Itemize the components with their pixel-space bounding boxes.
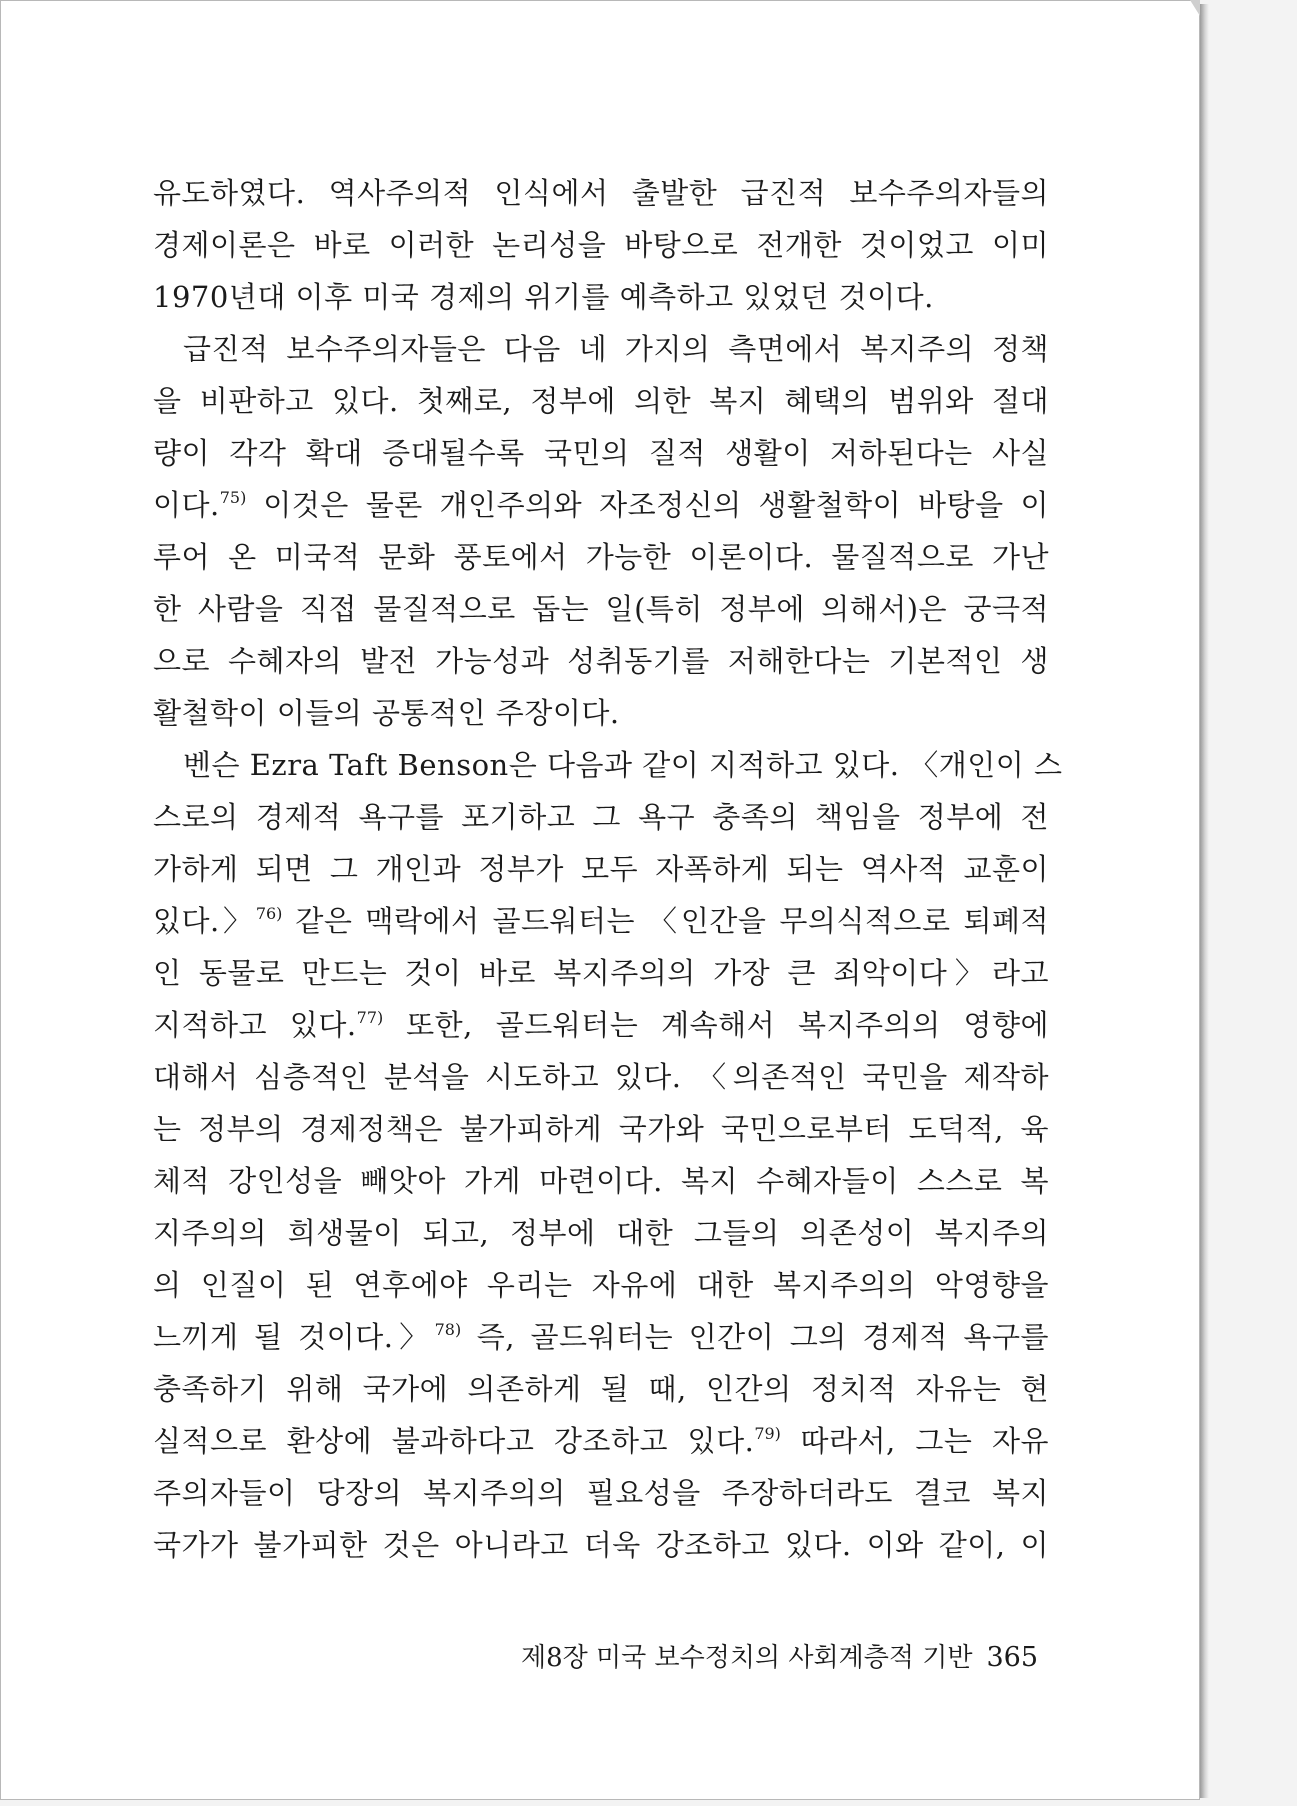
- text-line: 는 정부의 경제정책은 불가피하게 국가와 국민으로부터 도덕적, 육: [153, 1112, 1049, 1146]
- text-line: 벤슨 Ezra Taft Benson은 다음과 같이 지적하고 있다. 〈개인이 스: [183, 748, 1063, 782]
- text-line: 으로 수혜자의 발전 가능성과 성취동기를 저해한다는 기본적인 생: [153, 644, 1049, 678]
- chapter-title: 제8장 미국 보수정치의 사회계층적 기반: [521, 1643, 973, 1673]
- body-text: [153, 167, 1063, 1571]
- text-line: 의 인질이 된 연후에야 우리는 자유에 대한 복지주의의 악영향을: [153, 1268, 1049, 1302]
- text-line: 1970년대 이후 미국 경제의 위기를 예측하고 있었던 것이다.: [153, 280, 934, 314]
- text-line: 충족하기 위해 국가에 의존하게 될 때, 인간의 정치적 자유는 현: [153, 1372, 1049, 1406]
- footnote-ref: 78): [434, 1320, 462, 1339]
- text-line: 주의자들이 당장의 복지주의의 필요성을 주장하더라도 결코 복지: [153, 1476, 1049, 1510]
- text-line: 지적하고 있다.$^{77)}$ 또한, 골드워터는 계속해서 복지주의의 영향에: [153, 1008, 1049, 1042]
- running-footer: [521, 1637, 1039, 1674]
- text-line: 있다.〉$^{76)}$ 같은 맥락에서 골드워터는 〈인간을 무의식적으로 퇴폐적: [153, 904, 1049, 938]
- text-line: 지주의의 희생물이 되고, 정부에 대한 그들의 의존성이 복지주의: [153, 1216, 1049, 1250]
- text-line: 느끼게 될 것이다.〉$^{78)}$ 즉, 골드워터는 인간이 그의 경제적 욕구를: [153, 1320, 1049, 1354]
- page-number: 365: [986, 1642, 1039, 1673]
- text-line: 을 비판하고 있다. 첫째로, 정부에 의한 복지 혜택의 범위와 절대: [153, 384, 1049, 418]
- text-line: 체적 강인성을 빼앗아 가게 마련이다. 복지 수혜자들이 스스로 복: [153, 1164, 1049, 1198]
- text-line: 이다.$^{75)}$ 이것은 물론 개인주의와 자조정신의 생활철학이 바탕을 이: [153, 488, 1049, 522]
- text-line: 루어 온 미국적 문화 풍토에서 가능한 이론이다. 물질적으로 가난: [153, 540, 1049, 574]
- text-line: 활철학이 이들의 공통적인 주장이다.: [153, 696, 620, 730]
- footnote-ref: 76): [255, 904, 283, 923]
- text-line: 인 동물로 만드는 것이 바로 복지주의의 가장 큰 죄악이다〉라고: [153, 956, 1049, 990]
- text-line: 실적으로 환상에 불과하다고 강조하고 있다.$^{79)}$ 따라서, 그는 자유: [153, 1424, 1049, 1458]
- text-line: 경제이론은 바로 이러한 논리성을 바탕으로 전개한 것이었고 이미: [153, 228, 1049, 262]
- footnote-ref: 79): [754, 1424, 781, 1443]
- footnote-ref: 77): [356, 1008, 384, 1027]
- text-line: 대해서 심층적인 분석을 시도하고 있다. 〈의존적인 국민을 제작하: [153, 1060, 1049, 1094]
- page-corner-fold: [1190, 0, 1200, 16]
- text-line: 량이 각각 확대 증대될수록 국민의 질적 생활이 저하된다는 사실: [153, 436, 1049, 470]
- footnote-ref: 75): [219, 488, 247, 507]
- text-line: 국가가 불가피한 것은 아니라고 더욱 강조하고 있다. 이와 같이, 이: [153, 1528, 1049, 1562]
- text-line: 한 사람을 직접 물질적으로 돕는 일(특히 정부에 의해서)은 궁극적: [153, 592, 1049, 626]
- text-line: 급진적 보수주의자들은 다음 네 가지의 측면에서 복지주의 정책: [183, 332, 1049, 366]
- text-line: 가하게 되면 그 개인과 정부가 모두 자폭하게 되는 역사적 교훈이: [153, 852, 1049, 886]
- text-line: 스로의 경제적 욕구를 포기하고 그 욕구 충족의 책임을 정부에 전: [153, 800, 1049, 834]
- page-edge-shadow: [1200, 4, 1209, 1798]
- text-line: 유도하였다. 역사주의적 인식에서 출발한 급진적 보수주의자들의: [153, 176, 1049, 210]
